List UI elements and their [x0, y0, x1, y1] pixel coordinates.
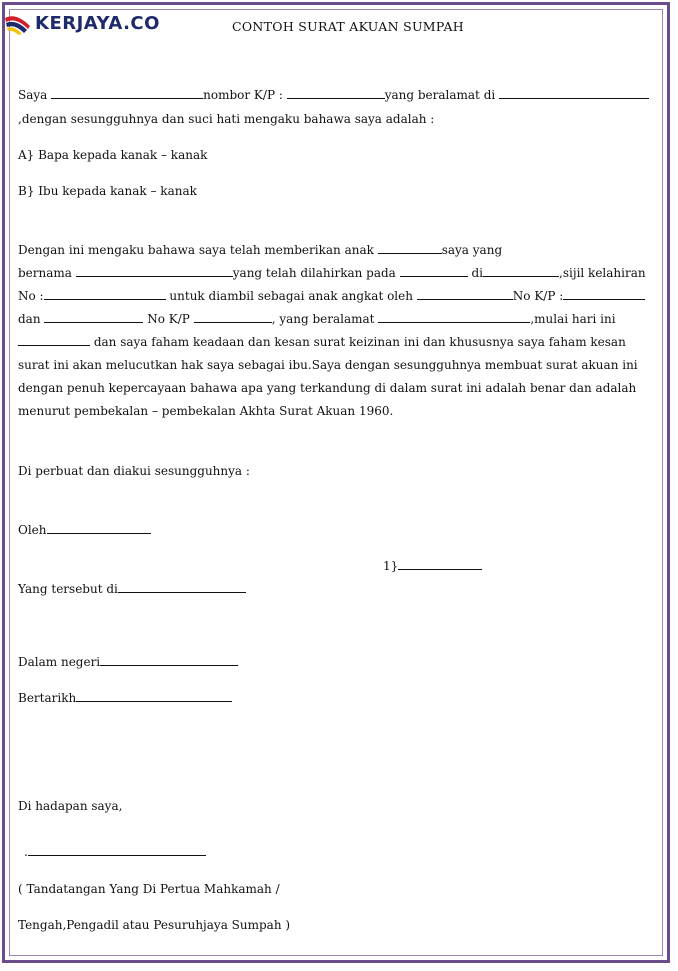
before-me: Di hadapan saya,	[18, 799, 123, 813]
document-border	[2, 2, 670, 963]
declaration-intro: ,dengan sesungguhnya dan suci hati mengaku bahawa saya adalah :	[18, 112, 435, 126]
ic-blank	[287, 88, 385, 99]
signature-caption-2: Tengah,Pengadil atau Pesuruhjaya Sumpah )	[18, 918, 291, 932]
date-line: Bertarikh	[18, 691, 232, 705]
logo-text: KERJAYA.CO	[35, 12, 160, 34]
signature-line-1: 1}	[383, 559, 482, 573]
place-line: Yang tersebut di	[18, 582, 246, 596]
kerjaya-logo	[4, 10, 160, 36]
name-blank	[51, 88, 203, 99]
document-title: CONTOH SURAT AKUAN SUMPAH	[232, 19, 464, 34]
sworn-statement: Di perbuat dan diakui sesungguhnya :	[18, 464, 250, 478]
by-line: Oleh	[18, 523, 151, 537]
state-line: Dalam negeri	[18, 655, 238, 669]
option-b: B} Ibu kepada kanak – kanak	[18, 184, 197, 198]
option-a: A} Bapa kepada kanak – kanak	[18, 148, 208, 162]
declarant-line: Saya nombor K/P : yang beralamat di	[18, 88, 649, 102]
flag-swoosh-icon	[4, 10, 34, 36]
address-blank	[499, 88, 649, 99]
consent-paragraph: Dengan ini mengaku bahawa saya telah memberikan anak saya yang bernama yang telah dilahirkan pada di ,sijil kelahiran No : untuk diambil sebagai anak angkat oleh No K/P : dan No K/P , yang beralamat ,mulai hari ini dan saya faham keadaan dan kesan surat keizinan ini dan khususnya saya faham kesan surat ini akan melucutkan hak saya sebagai ibu.Saya dengan sesungguhnya membuat surat akuan ini dengan penuh kepercayaan bahawa apa yang terkandung di dalam surat ini adalah benar dan adalah menurut pembekalan – pembekalan Akhta Surat Akuan 1960.	[18, 243, 646, 418]
commissioner-signature-line: .	[24, 845, 206, 859]
signature-caption-1: ( Tandatangan Yang Di Pertua Mahkamah /	[18, 882, 280, 896]
